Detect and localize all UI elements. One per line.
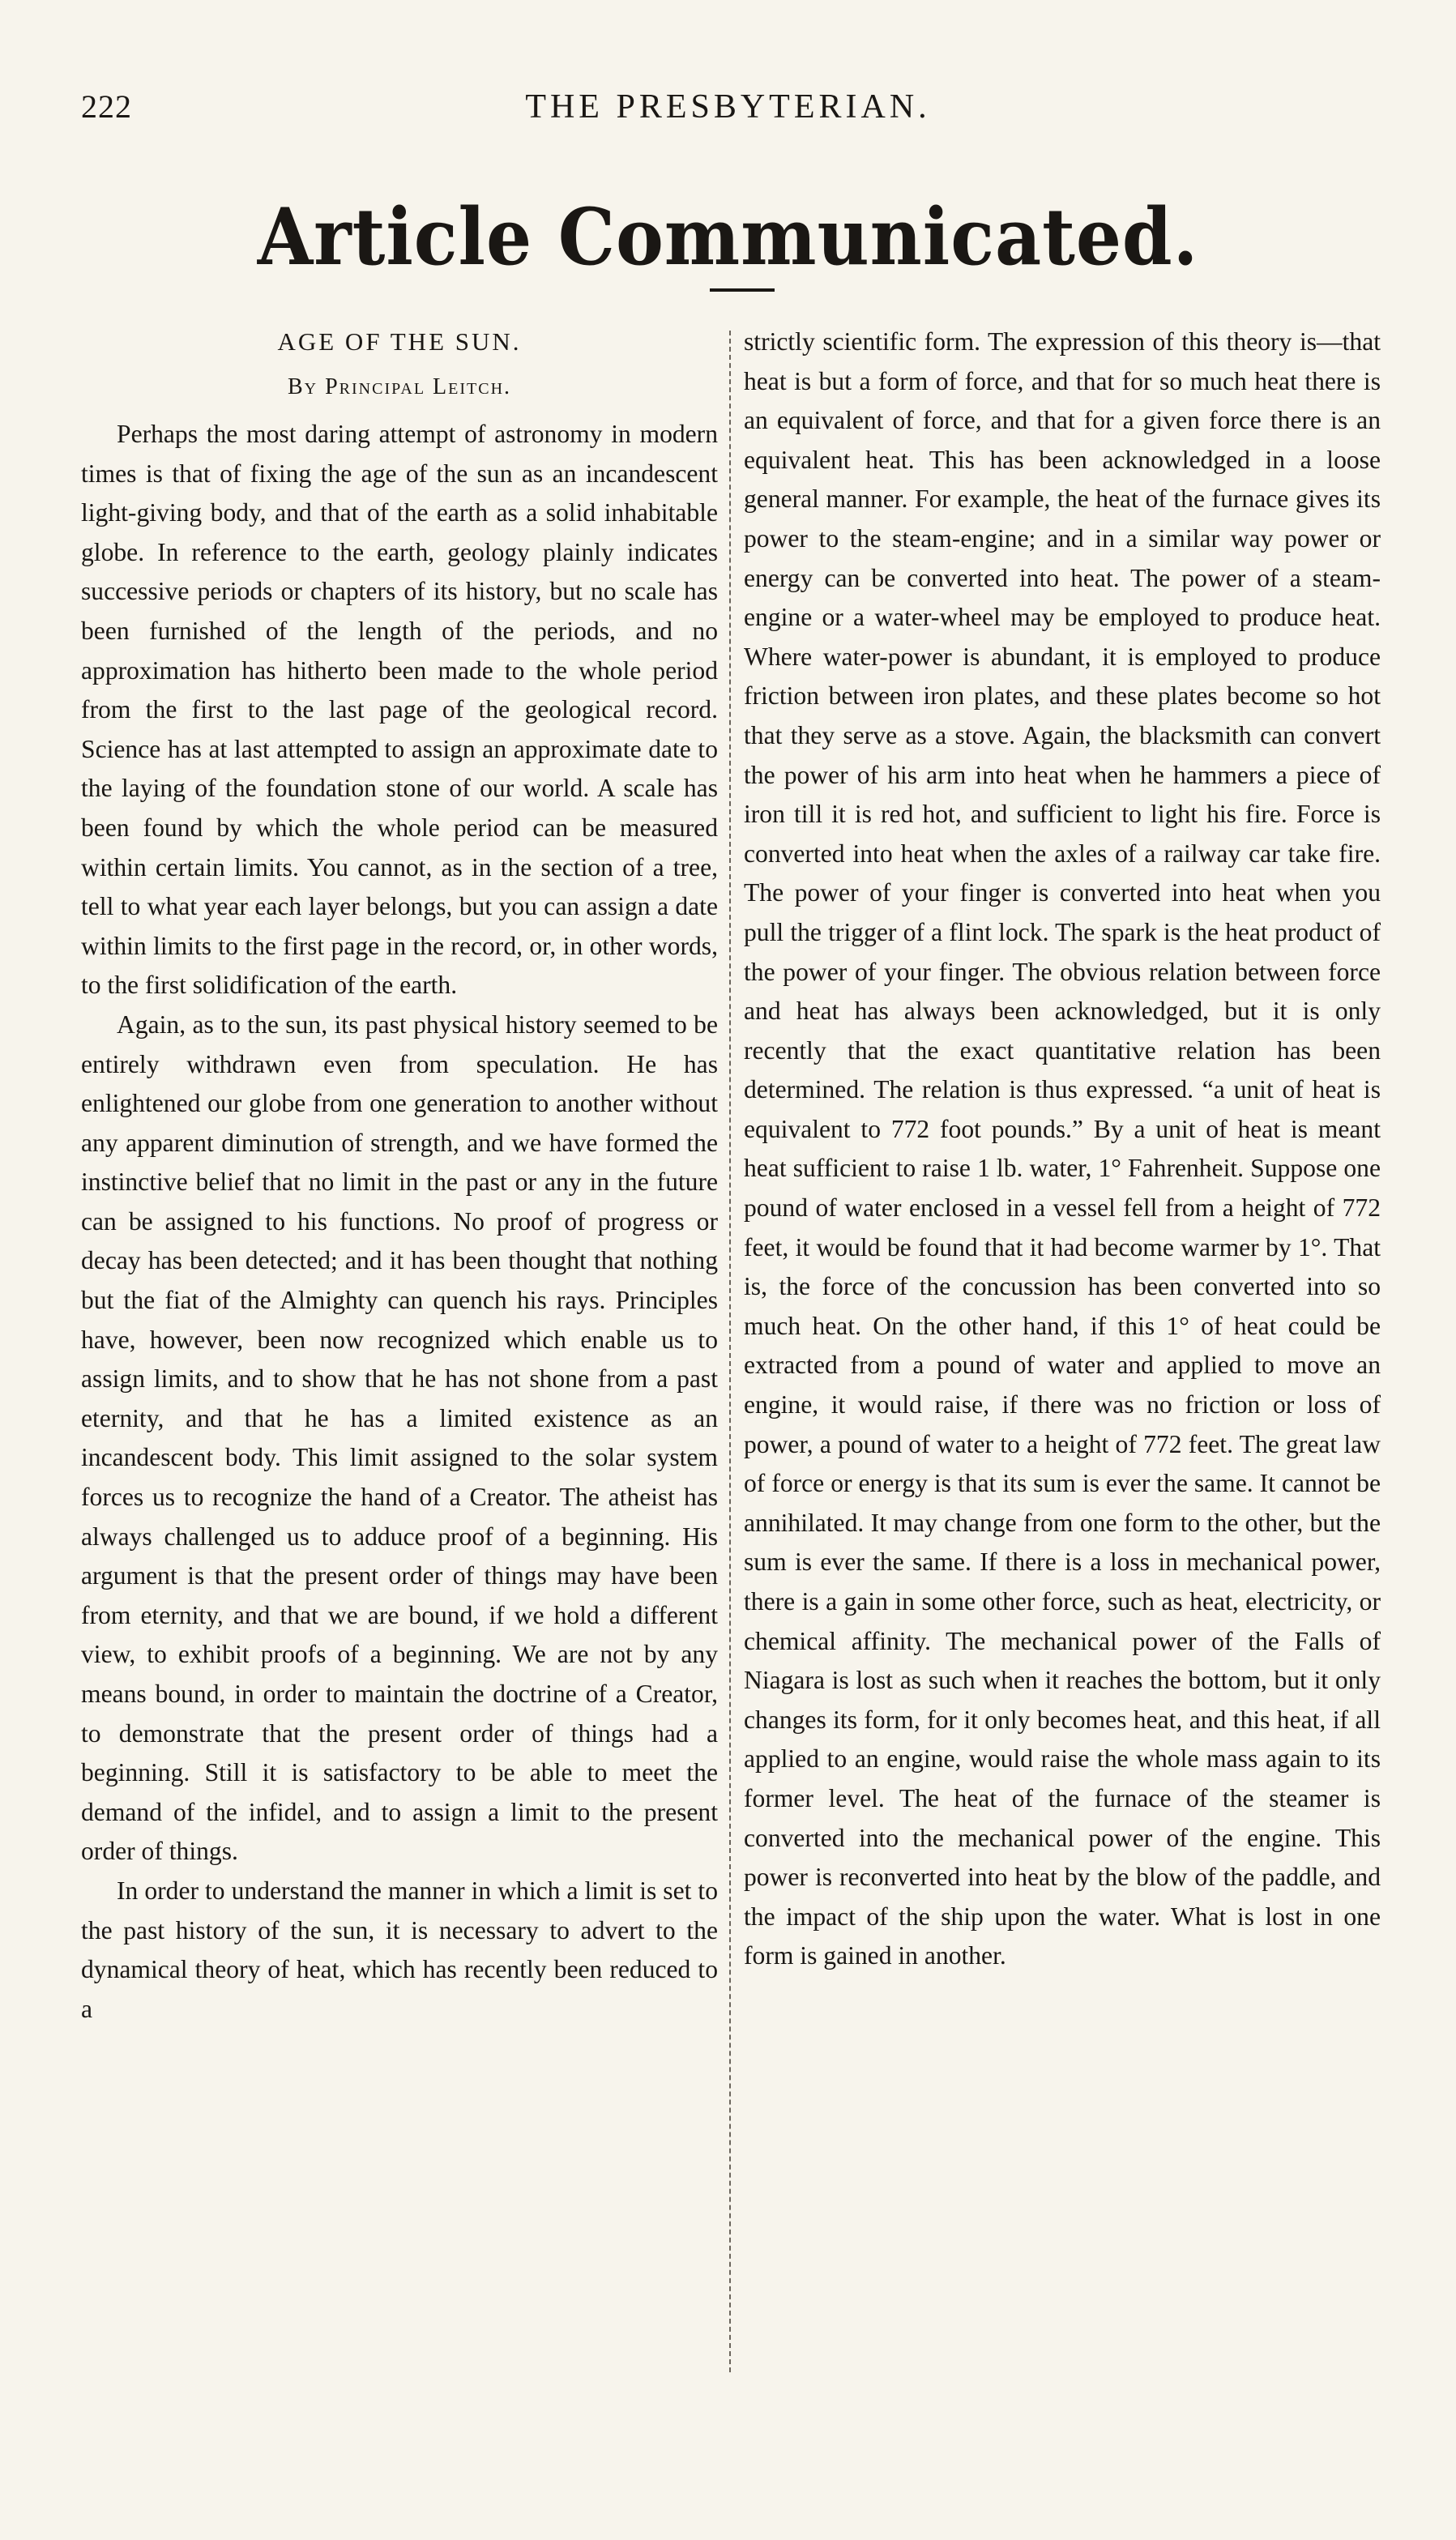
article-title: AGE OF THE SUN. <box>277 327 522 356</box>
running-title: THE PRESBYTERIAN. <box>525 88 931 126</box>
page-number: 222 <box>81 88 132 125</box>
section-title: Article Communicated. <box>257 191 1199 283</box>
left-paragraph: Perhaps the most daring attempt of astronomy in modern times is that of fixing the age of the sun as an incandescent light-giving body, and that of the earth as a solid inhabitable globe. In reference to the earth, geology plainly indicates successive periods or chapters of its history, but no scale has been furnished of the length of the periods, and no approximation has hitherto been made to the whole period from the first to the last page of the geological record. Science has at last attempted to assign an approximate date to the laying of the foundation stone of our world. A scale has been found by which the whole period can be measured within certain limits. You cannot, as in the section of a tree, tell to what year each layer belongs, but you can assign a date within limits to the first page in the record, or, in other words, to the first solidification of the earth. <box>81 420 718 1000</box>
title-rule <box>710 288 775 292</box>
left-paragraph: Again, as to the sun, its past physical history seemed to be entirely withdrawn even from speculation. He has enlightened our globe from one generation to another without any apparent diminution of strength, and we have formed the instinctive belief that no limit in the past or any in the future can be assigned to his functions. No proof of progress or decay has been detected; and it has been thought that nothing but the fiat of the Almighty can quench his rays. Principles have, however, been now recognized which enable us to assign limits, and to show that he has not shone from a past eternity, and that he has a limited existence as an incandescent body. This limit assigned to the solar system forces us to recognize the hand of a Creator. The atheist has always challenged us to adduce proof of a beginning. His argument is that the present order of things may have been from eternity, and that we are bound, if we hold a different view, to exhibit proofs of a beginning. We are not by any means bound, in order to maintain the doctrine of a Creator, to demonstrate that the present order of things had a beginning. Still it is satisfactory to be able to meet the demand of the infidel, and to assign a limit to the present order of things. <box>81 1010 718 1866</box>
left-paragraph: In order to understand the manner in which a limit is set to the past history of the sun, it is necessary to advert to the dynamical theory of heat, which has recently been reduced to a <box>81 1876 718 2023</box>
right-paragraph: strictly scientific form. The expression of this theory is—that heat is but a form of force, and that for so much heat there is an equivalent of force, and that for a given force there is an equivalent heat. This has been acknowledged in a loose general manner. For example, the heat of the furnace gives its power to the steam-engine; and in a similar way power or energy can be converted into heat. The power of a steam-engine or a water-wheel may be employed to produce heat. Where water-power is abundant, it is employed to produce friction between iron plates, and these plates become so hot that they serve as a stove. Again, the blacksmith can convert the power of his arm into heat when he hammers a piece of iron till it is red hot, and sufficient to light his fire. Force is converted into heat when the axles of a railway car take fire. The power of your finger is converted into heat when you pull the trigger of a flint lock. The spark is the heat product of the power of your finger. The obvious relation between force and heat has always been acknowledged, but it is only recently that the exact quantitative relation has been determined. The relation is thus expressed. “a unit of heat is equivalent to 772 foot pounds.” By a unit of heat is meant heat sufficient to raise 1 lb. water, 1° Fahrenheit. Suppose one pound of water enclosed in a vessel fell from a height of 772 feet, it would be found that it had become warmer by 1°. That is, the force of the concussion has been converted into so much heat. On the other hand, if this 1° of heat could be extracted from a pound of water and applied to move an engine, it would raise, if there was no friction or loss of power, a pound of water to a height of 772 feet. The great law of force or energy is that its sum is ever the same. It cannot be annihilated. It may change from one form to the other, but the sum is ever the same. If there is a loss in mechanical power, there is a gain in some other force, such as heat, electricity, or chemical affinity. The mechanical power of the Falls of Niagara is lost as such when it reaches the bottom, but it only changes its form, for it only becomes heat, and this heat, if all applied to an engine, would raise the whole mass again to its former level. The heat of the furnace of the steamer is converted into the mechanical power of the engine. This power is reconverted into heat by the blow of the paddle, and the impact of the ship upon the water. What is lost in one form is gained in another. <box>744 327 1381 1970</box>
column-divider <box>729 331 731 2372</box>
right-column <box>744 322 1381 1976</box>
left-column <box>81 322 718 2029</box>
article-byline: By Principal Leitch. <box>287 374 512 399</box>
